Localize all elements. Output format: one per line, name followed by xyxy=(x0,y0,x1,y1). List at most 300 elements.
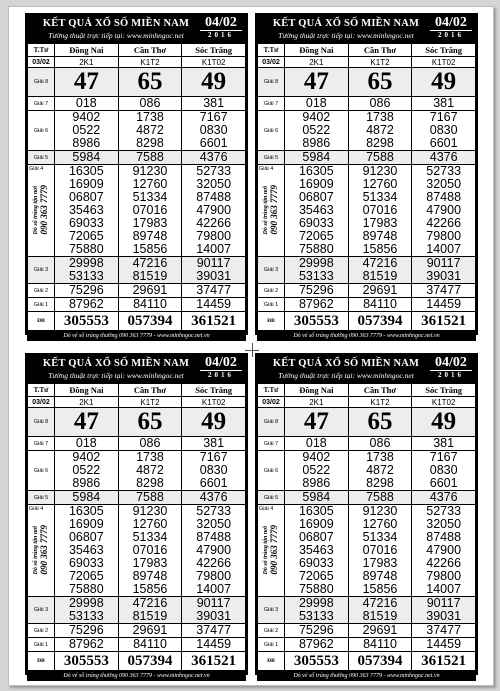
prize-number: 37477 xyxy=(182,624,246,638)
prize-6-row xyxy=(28,451,246,491)
ticket-date-year: 2016 xyxy=(430,370,472,380)
side-promo-phone: 090 363 7779 xyxy=(39,524,49,575)
prize-number: 81519 xyxy=(132,609,168,623)
prize-number: 16909 xyxy=(298,517,334,531)
draw-date-cell: 03/02 xyxy=(258,397,285,408)
prize-number: 07016 xyxy=(362,203,398,217)
prize-number: 49 xyxy=(412,68,476,97)
prize-label: Giải 2 xyxy=(28,284,55,298)
prize-label: Giải 5 xyxy=(28,151,55,165)
prize-8-row xyxy=(258,408,476,437)
prize-number: 90117 xyxy=(196,256,231,270)
weekday-cell: T.Tư xyxy=(258,384,285,397)
prize-number: 7167 xyxy=(429,110,458,124)
prize-numbers xyxy=(55,257,119,284)
prize-number: 8986 xyxy=(302,136,331,150)
side-promo-text: Dò số trúng tận nơi xyxy=(263,525,269,574)
prize-number: 47216 xyxy=(362,256,398,270)
prize-5-row xyxy=(258,491,476,505)
prize-numbers xyxy=(412,111,476,151)
prize-number: 90117 xyxy=(196,596,231,610)
prize-number: 53133 xyxy=(68,609,104,623)
prize-6-row xyxy=(258,111,476,151)
prize-number: 84110 xyxy=(348,638,412,652)
prize-label: Giải 3 xyxy=(258,257,285,284)
ticket-header xyxy=(27,355,246,383)
prize-number: 07016 xyxy=(132,543,168,557)
prize-number: 87962 xyxy=(285,298,349,312)
ticket-code: K1T02 xyxy=(182,397,246,408)
prize-number: 9402 xyxy=(72,110,101,124)
ticket-date-year: 2016 xyxy=(200,370,242,380)
prize-number: 65 xyxy=(348,68,412,97)
prize-label: Giải 2 xyxy=(258,624,285,638)
prize-8-row xyxy=(258,68,476,97)
prize-label: Giải 2 xyxy=(258,284,285,298)
prize-number: 87488 xyxy=(196,190,232,204)
prize-number: 29691 xyxy=(348,284,412,298)
prize-number: 47900 xyxy=(426,543,462,557)
ticket-title: KẾT QUẢ XỔ SỐ MIỀN NAM xyxy=(42,358,190,369)
prize-number: 14459 xyxy=(412,638,476,652)
prize-label: Giải 4 xyxy=(259,166,274,172)
prize-number: 17983 xyxy=(132,216,168,230)
prize-3-row xyxy=(28,597,246,624)
prize-numbers xyxy=(285,111,349,151)
prize-label: Giải 6 xyxy=(258,111,285,151)
prize-8-row xyxy=(28,68,246,97)
prize-number: 07016 xyxy=(362,543,398,557)
prize-number: 52733 xyxy=(196,164,232,178)
prize-number: 75296 xyxy=(285,284,349,298)
prize-number: 17983 xyxy=(362,216,398,230)
prize-number: 39031 xyxy=(196,609,232,623)
province-name: Đồng Nai xyxy=(55,44,119,57)
special-prize-row xyxy=(258,312,476,331)
prize-number: 72065 xyxy=(68,569,104,583)
prize-numbers xyxy=(285,165,349,257)
prize-number: 086 xyxy=(118,97,182,111)
prize-number: 89748 xyxy=(362,569,398,583)
prize-number: 8298 xyxy=(366,476,394,490)
prize-numbers xyxy=(348,505,412,597)
prize-number: 53133 xyxy=(298,609,334,623)
prize-number: 72065 xyxy=(298,229,334,243)
prize-number: 47 xyxy=(55,408,119,437)
prize-number: 1738 xyxy=(366,110,394,124)
prize-number: 4872 xyxy=(366,463,394,477)
prize-numbers xyxy=(182,165,246,257)
prize-numbers xyxy=(118,257,182,284)
prize-number: 32050 xyxy=(196,517,232,531)
prize-label: Giải 7 xyxy=(258,97,285,111)
ticket-footer: Dò vé số trúng thưởng 090 363 7779 - www.minhngoc.net.vn xyxy=(257,671,476,681)
prize-8-row xyxy=(28,408,246,437)
prize-number: 37477 xyxy=(182,284,246,298)
prize-number: 69033 xyxy=(68,216,104,230)
prize-2-row xyxy=(28,284,246,298)
prize-5-row xyxy=(258,151,476,165)
prize-numbers xyxy=(348,597,412,624)
prize-number: 0830 xyxy=(199,123,228,137)
lottery-ticket xyxy=(255,13,478,339)
prize-numbers xyxy=(182,257,246,284)
prize-1-row xyxy=(28,298,246,312)
prize-numbers xyxy=(182,597,246,624)
ticket-code: K1T02 xyxy=(412,57,476,68)
prize-number: 14007 xyxy=(196,242,232,256)
ticket-code: 2K1 xyxy=(285,57,349,68)
ticket-code: K1T02 xyxy=(182,57,246,68)
prize-label: Giải 3 xyxy=(28,597,55,624)
prize-number: 07016 xyxy=(132,203,168,217)
prize-number: 6601 xyxy=(429,476,458,490)
prize-number: 81519 xyxy=(132,269,168,283)
prize-number: 06807 xyxy=(68,530,104,544)
prize-number: 32050 xyxy=(426,177,462,191)
prize-number: 6601 xyxy=(199,136,228,150)
prize-number: 06807 xyxy=(298,190,334,204)
prize-number: 35463 xyxy=(298,203,334,217)
prize-number: 35463 xyxy=(298,543,334,557)
ticket-date-day-month: 04/02 xyxy=(435,355,467,370)
ticket-code: K1T02 xyxy=(412,397,476,408)
prize-number: 79800 xyxy=(196,569,232,583)
prize-label: Giải 5 xyxy=(28,491,55,505)
prize-number: 75296 xyxy=(285,624,349,638)
prize-number: 89748 xyxy=(362,229,398,243)
prize-numbers xyxy=(55,451,119,491)
special-prize-number: 305553 xyxy=(55,652,119,671)
prize-numbers xyxy=(348,165,412,257)
prize-label-cell xyxy=(258,505,285,597)
weekday-cell: T.Tư xyxy=(258,44,285,57)
side-promo-phone: 090 363 7779 xyxy=(39,184,49,235)
prize-2-row xyxy=(258,624,476,638)
prize-number: 8986 xyxy=(72,136,101,150)
lottery-ticket xyxy=(255,353,478,679)
prize-numbers xyxy=(182,451,246,491)
prize-number: 018 xyxy=(285,97,349,111)
prize-number: 90117 xyxy=(426,596,461,610)
prize-number: 15856 xyxy=(132,582,168,596)
prize-number: 14459 xyxy=(412,298,476,312)
prize-number: 37477 xyxy=(412,624,476,638)
prize-numbers xyxy=(348,257,412,284)
prize-number: 84110 xyxy=(348,298,412,312)
prize-number: 29998 xyxy=(298,256,334,270)
ticket-footer: Dò vé số trúng thưởng 090 363 7779 - www.minhngoc.net.vn xyxy=(27,331,246,341)
prize-number: 14007 xyxy=(196,582,232,596)
prize-number: 47900 xyxy=(196,203,232,217)
prize-number: 5984 xyxy=(285,151,349,165)
prize-number: 8298 xyxy=(366,136,394,150)
prize-7-row xyxy=(258,97,476,111)
prize-label: Giải 7 xyxy=(28,97,55,111)
special-prize-label: ĐB xyxy=(28,652,55,671)
prize-4-row xyxy=(258,165,476,257)
prize-number: 15856 xyxy=(362,582,398,596)
prize-number: 5984 xyxy=(55,491,119,505)
prize-label: Giải 1 xyxy=(28,638,55,652)
prize-label: Giải 6 xyxy=(28,451,55,491)
province-name: Sóc Trăng xyxy=(182,384,246,397)
prize-5-row xyxy=(28,491,246,505)
prize-label: Giải 8 xyxy=(28,68,55,97)
prize-label-cell xyxy=(28,165,55,257)
prize-number: 53133 xyxy=(298,269,334,283)
ticket-date xyxy=(430,356,472,380)
prize-label: Giải 7 xyxy=(28,437,55,451)
prize-number: 17983 xyxy=(362,556,398,570)
special-prize-number: 305553 xyxy=(285,652,349,671)
prize-number: 75880 xyxy=(298,582,334,596)
province-name: Đồng Nai xyxy=(285,44,349,57)
prize-4-row xyxy=(28,165,246,257)
prize-number: 69033 xyxy=(68,556,104,570)
province-row xyxy=(258,44,476,57)
weekday-cell: T.Tư xyxy=(28,44,55,57)
prize-number: 086 xyxy=(348,437,412,451)
side-promo-text: Dò số trúng tận nơi xyxy=(33,185,39,234)
prize-numbers xyxy=(118,451,182,491)
prize-number: 87962 xyxy=(55,298,119,312)
prize-number: 4376 xyxy=(412,151,476,165)
prize-3-row xyxy=(258,257,476,284)
province-name: Đồng Nai xyxy=(285,384,349,397)
prize-number: 81519 xyxy=(362,269,398,283)
prize-label: Giải 8 xyxy=(28,408,55,437)
ticket-subtitle: Tường thuật trực tiếp tại: www.minhngoc.net xyxy=(278,31,414,40)
prize-numbers xyxy=(118,505,182,597)
ticket-code: K1T2 xyxy=(118,397,182,408)
code-row xyxy=(258,397,476,408)
prize-number: 51334 xyxy=(132,530,168,544)
prize-number: 14007 xyxy=(426,242,462,256)
prize-numbers xyxy=(348,111,412,151)
ticket-date xyxy=(430,16,472,40)
prize-number: 87962 xyxy=(55,638,119,652)
prize-3-row xyxy=(258,597,476,624)
ticket-code: K1T2 xyxy=(348,57,412,68)
lottery-ticket xyxy=(25,13,248,339)
ticket-code: K1T2 xyxy=(348,397,412,408)
prize-number: 42266 xyxy=(196,556,232,570)
special-prize-number: 057394 xyxy=(118,652,182,671)
prize-number: 72065 xyxy=(68,229,104,243)
lottery-ticket xyxy=(25,353,248,679)
province-row xyxy=(28,44,246,57)
prize-1-row xyxy=(258,638,476,652)
prize-label: Giải 1 xyxy=(258,638,285,652)
ticket-header xyxy=(257,355,476,383)
prize-number: 35463 xyxy=(68,543,104,557)
prize-number: 75296 xyxy=(55,284,119,298)
prize-number: 69033 xyxy=(298,216,334,230)
prize-numbers xyxy=(412,597,476,624)
prize-number: 06807 xyxy=(298,530,334,544)
ticket-title: KẾT QUẢ XỔ SỐ MIỀN NAM xyxy=(42,18,190,29)
prize-number: 87488 xyxy=(426,190,462,204)
prize-number: 47 xyxy=(55,68,119,97)
special-prize-number: 305553 xyxy=(285,312,349,331)
prize-number: 49 xyxy=(182,408,246,437)
prize-number: 14459 xyxy=(182,298,246,312)
code-row xyxy=(28,57,246,68)
prize-number: 7588 xyxy=(348,151,412,165)
prize-number: 49 xyxy=(412,408,476,437)
prize-number: 0522 xyxy=(72,463,101,477)
special-prize-label: ĐB xyxy=(258,652,285,671)
province-name: Cần Thơ xyxy=(348,44,412,57)
prize-number: 79800 xyxy=(426,569,462,583)
ticket-subtitle: Tường thuật trực tiếp tại: www.minhngoc.net xyxy=(278,371,414,380)
prize-numbers xyxy=(55,165,119,257)
prize-number: 12760 xyxy=(362,517,398,531)
ticket-date-year: 2016 xyxy=(200,30,242,40)
results-table xyxy=(257,383,476,671)
prize-5-row xyxy=(28,151,246,165)
prize-number: 65 xyxy=(348,408,412,437)
prize-number: 75880 xyxy=(298,242,334,256)
prize-number: 5984 xyxy=(55,151,119,165)
results-table xyxy=(257,43,476,331)
prize-number: 87488 xyxy=(196,530,232,544)
prize-numbers xyxy=(285,597,349,624)
province-name: Đồng Nai xyxy=(55,384,119,397)
prize-number: 018 xyxy=(285,437,349,451)
side-promo-phone: 090 363 7779 xyxy=(269,184,279,235)
prize-number: 52733 xyxy=(426,504,462,518)
prize-number: 12760 xyxy=(132,177,168,191)
prize-number: 72065 xyxy=(298,569,334,583)
prize-label: Giải 5 xyxy=(258,151,285,165)
crop-mark-vertical xyxy=(252,343,253,357)
prize-4-row xyxy=(28,505,246,597)
prize-numbers xyxy=(118,111,182,151)
prize-number: 51334 xyxy=(362,190,398,204)
print-page xyxy=(8,6,494,686)
prize-numbers xyxy=(118,597,182,624)
prize-number: 381 xyxy=(412,97,476,111)
prize-number: 87962 xyxy=(285,638,349,652)
special-prize-row xyxy=(28,312,246,331)
prize-number: 8298 xyxy=(136,476,164,490)
ticket-subtitle: Tường thuật trực tiếp tại: www.minhngoc.net xyxy=(48,371,184,380)
prize-number: 12760 xyxy=(362,177,398,191)
draw-date-cell: 03/02 xyxy=(28,57,55,68)
ticket-title: KẾT QUẢ XỔ SỐ MIỀN NAM xyxy=(272,358,420,369)
prize-numbers xyxy=(285,257,349,284)
ticket-code: K1T2 xyxy=(118,57,182,68)
special-prize-row xyxy=(28,652,246,671)
prize-number: 29998 xyxy=(298,596,334,610)
prize-number: 91230 xyxy=(132,164,168,178)
prize-number: 32050 xyxy=(196,177,232,191)
prize-number: 42266 xyxy=(426,556,462,570)
prize-number: 29998 xyxy=(68,596,104,610)
prize-number: 8986 xyxy=(72,476,101,490)
prize-numbers xyxy=(55,505,119,597)
prize-number: 37477 xyxy=(412,284,476,298)
prize-1-row xyxy=(28,638,246,652)
prize-number: 4872 xyxy=(136,123,164,137)
prize-numbers xyxy=(182,111,246,151)
prize-6-row xyxy=(258,451,476,491)
prize-number: 15856 xyxy=(362,242,398,256)
prize-number: 51334 xyxy=(132,190,168,204)
special-prize-number: 361521 xyxy=(182,652,246,671)
ticket-footer: Dò vé số trúng thưởng 090 363 7779 - www.minhngoc.net.vn xyxy=(27,671,246,681)
prize-number: 47900 xyxy=(196,543,232,557)
prize-number: 7167 xyxy=(429,450,458,464)
special-prize-number: 361521 xyxy=(182,312,246,331)
prize-number: 39031 xyxy=(426,269,462,283)
prize-number: 1738 xyxy=(136,110,164,124)
prize-number: 0830 xyxy=(429,463,458,477)
prize-number: 81519 xyxy=(362,609,398,623)
prize-number: 381 xyxy=(182,97,246,111)
prize-number: 381 xyxy=(182,437,246,451)
prize-label: Giải 3 xyxy=(28,257,55,284)
prize-label: Giải 2 xyxy=(28,624,55,638)
prize-number: 75880 xyxy=(68,582,104,596)
special-prize-label: ĐB xyxy=(258,312,285,331)
prize-number: 16305 xyxy=(68,164,104,178)
ticket-header xyxy=(27,15,246,43)
prize-number: 9402 xyxy=(72,450,101,464)
side-promo-text: Dò số trúng tận nơi xyxy=(263,185,269,234)
prize-number: 49 xyxy=(182,68,246,97)
prize-number: 75880 xyxy=(68,242,104,256)
prize-number: 47900 xyxy=(426,203,462,217)
prize-numbers xyxy=(348,451,412,491)
ticket-date-year: 2016 xyxy=(430,30,472,40)
prize-number: 0522 xyxy=(72,123,101,137)
prize-number: 29691 xyxy=(118,624,182,638)
ticket-title: KẾT QUẢ XỔ SỐ MIỀN NAM xyxy=(272,18,420,29)
side-promo xyxy=(263,185,279,235)
prize-number: 91230 xyxy=(132,504,168,518)
prize-label: Giải 3 xyxy=(258,597,285,624)
prize-number: 42266 xyxy=(196,216,232,230)
prize-number: 65 xyxy=(118,68,182,97)
side-promo xyxy=(33,185,49,235)
province-name: Cần Thơ xyxy=(118,384,182,397)
prize-number: 4872 xyxy=(366,123,394,137)
prize-number: 16305 xyxy=(298,164,334,178)
prize-number: 53133 xyxy=(68,269,104,283)
prize-number: 42266 xyxy=(426,216,462,230)
prize-label-cell xyxy=(258,165,285,257)
prize-number: 79800 xyxy=(196,229,232,243)
ticket-subtitle: Tường thuật trực tiếp tại: www.minhngoc.net xyxy=(48,31,184,40)
prize-2-row xyxy=(28,624,246,638)
prize-number: 29691 xyxy=(118,284,182,298)
prize-number: 4376 xyxy=(182,151,246,165)
side-promo xyxy=(33,525,49,575)
special-prize-row xyxy=(258,652,476,671)
prize-number: 0830 xyxy=(199,463,228,477)
ticket-header xyxy=(257,15,476,43)
prize-number: 9402 xyxy=(302,110,331,124)
ticket-date xyxy=(200,356,242,380)
prize-numbers xyxy=(412,257,476,284)
prize-label: Giải 4 xyxy=(29,506,44,512)
prize-number: 018 xyxy=(55,437,119,451)
prize-number: 7588 xyxy=(118,151,182,165)
prize-number: 75296 xyxy=(55,624,119,638)
